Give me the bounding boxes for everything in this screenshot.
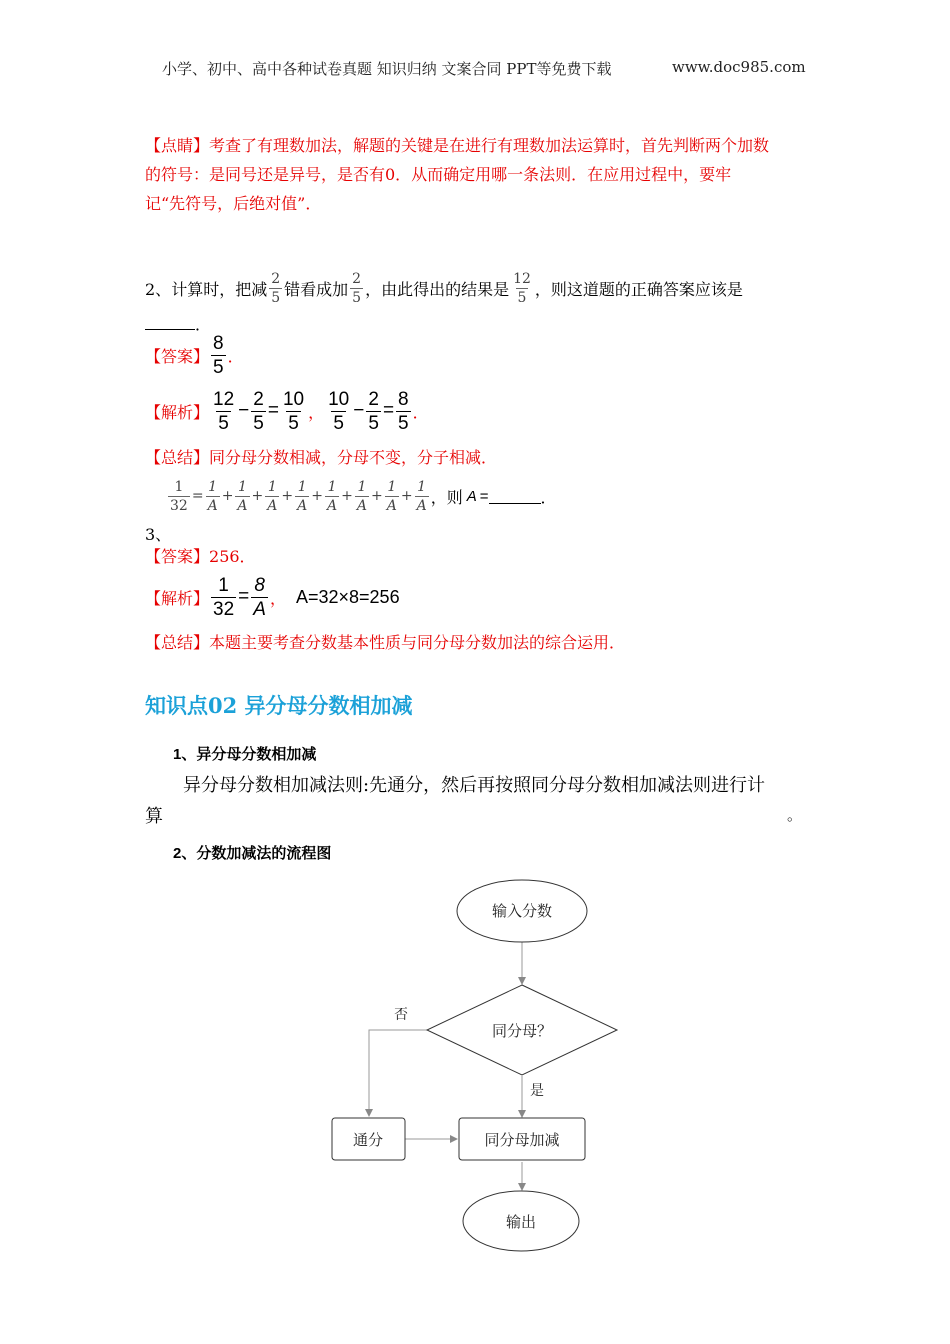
question-2: 2、 计算时，把减 $\frac{2}{5}$ 错看成加 $\frac{2}{5}$ ，由此得出的结果是 $\frac{12}{5}$ ，则这道题的正确答案应该是: [145, 270, 743, 306]
fraction: $\frac{1}{A}$: [416, 478, 427, 514]
fraction: $\frac{2}{5}$: [352, 270, 362, 306]
section-title: 知识点02 异分母分数相加减: [145, 693, 413, 718]
q3-answer: 【答案】256．: [145, 547, 256, 566]
q2-answer: 【答案】 $\frac{8}{5}$ ．: [145, 332, 244, 378]
fraction: $\frac{1}{A}$: [207, 478, 218, 514]
fraction: $\frac{1}{A}$: [386, 478, 397, 514]
fraction: $\frac{1}{A}$: [267, 478, 278, 514]
note-line-2: 的符号：是同号还是异号，是否有0．从而确定用哪一条法则．在应用过程中，要牢: [145, 165, 732, 184]
fraction: $\frac{10}{5}$: [328, 388, 350, 434]
tongfen-label: 通分: [352, 1131, 384, 1149]
fraction: $\frac{1}{32}$: [213, 574, 235, 620]
note-tag: 【点睛】: [145, 136, 210, 155]
no-label: 否: [394, 1007, 408, 1023]
fraction: $\frac{2}{5}$: [271, 270, 281, 306]
fraction: $\frac{1}{A}$: [356, 478, 367, 514]
decision-label: 同分母？: [491, 1022, 553, 1040]
fraction: $\frac{8}{5}$: [213, 332, 224, 378]
header-left: 小学、初中、高中各种试卷真题 知识归纳 文案合同 PPT等免费下载: [162, 60, 612, 78]
answer-blank-line: ．: [145, 312, 211, 335]
fraction: $\frac{8}{A}$: [253, 574, 266, 620]
fraction: $\frac{2}{5}$: [368, 388, 379, 434]
question-3-number: 3、: [145, 525, 172, 544]
header-url[interactable]: www.doc985.com: [672, 58, 806, 76]
rule-end: 。: [787, 806, 803, 824]
yes-label: 是: [530, 1083, 544, 1099]
flow-arrow: [369, 1030, 427, 1116]
subheading-1: 1、异分母分数相加减: [173, 746, 317, 763]
fraction: $\frac{12}{5}$: [513, 270, 531, 306]
q2-analysis: 【解析】 $\frac{12}{5}$ − $\frac{2}{5}$ = $\frac{10}{5}$ ， $\frac{10}{5}$ − $\frac{2}{5}$ = $\frac{8}{5}$ ．: [145, 388, 429, 434]
rule-line-1: 异分母分数相加减法则:先通分，然后再按照同分母分数相加减法则进行计: [183, 775, 766, 796]
fraction: $\frac{8}{5}$: [398, 388, 409, 434]
q3-analysis: 【解析】 $\frac{1}{32}$ = $\frac{8}{A}$ ， A=32×8=256: [145, 574, 400, 620]
note-line-3: 记“先符号，后绝对值”．: [145, 194, 322, 213]
fraction: $\frac{1}{A}$: [327, 478, 338, 514]
start-label: 输入分数: [491, 902, 553, 920]
q2-summary: 【总结】同分母分数相减，分母不变，分子相减．: [145, 448, 498, 467]
fraction: $\frac{1}{32}$: [170, 478, 188, 514]
question-3-equation: $\frac{1}{32}$ = $\frac{1}{A}$ + $\frac{1}{A}$ + $\frac{1}{A}$ + $\frac{1}{A}$ + $\frac{1}{A}$ + $\frac{1}{A}$ + $\frac{1}{A}$ + $\frac{1}{A}$ ，则 A = ．: [170, 478, 557, 514]
fraction: $\frac{2}{5}$: [253, 388, 264, 434]
output-label: 输出: [505, 1213, 537, 1231]
rule-line-2: 算: [145, 806, 163, 827]
add-label: 同分母加减: [484, 1131, 560, 1149]
fraction: $\frac{1}{A}$: [297, 478, 308, 514]
subheading-2: 2、分数加减法的流程图: [173, 845, 332, 862]
fraction: $\frac{12}{5}$: [213, 388, 235, 434]
fraction: $\frac{10}{5}$: [282, 388, 305, 434]
fraction: $\frac{1}{A}$: [237, 478, 248, 514]
note-line-1: 【点睛】考查了有理数加法，解题的关键是在进行有理数加法运算时，首先判断两个加数: [145, 136, 770, 155]
q3-summary: 【总结】本题主要考查分数基本性质与同分母分数加法的综合运用．: [145, 633, 626, 652]
